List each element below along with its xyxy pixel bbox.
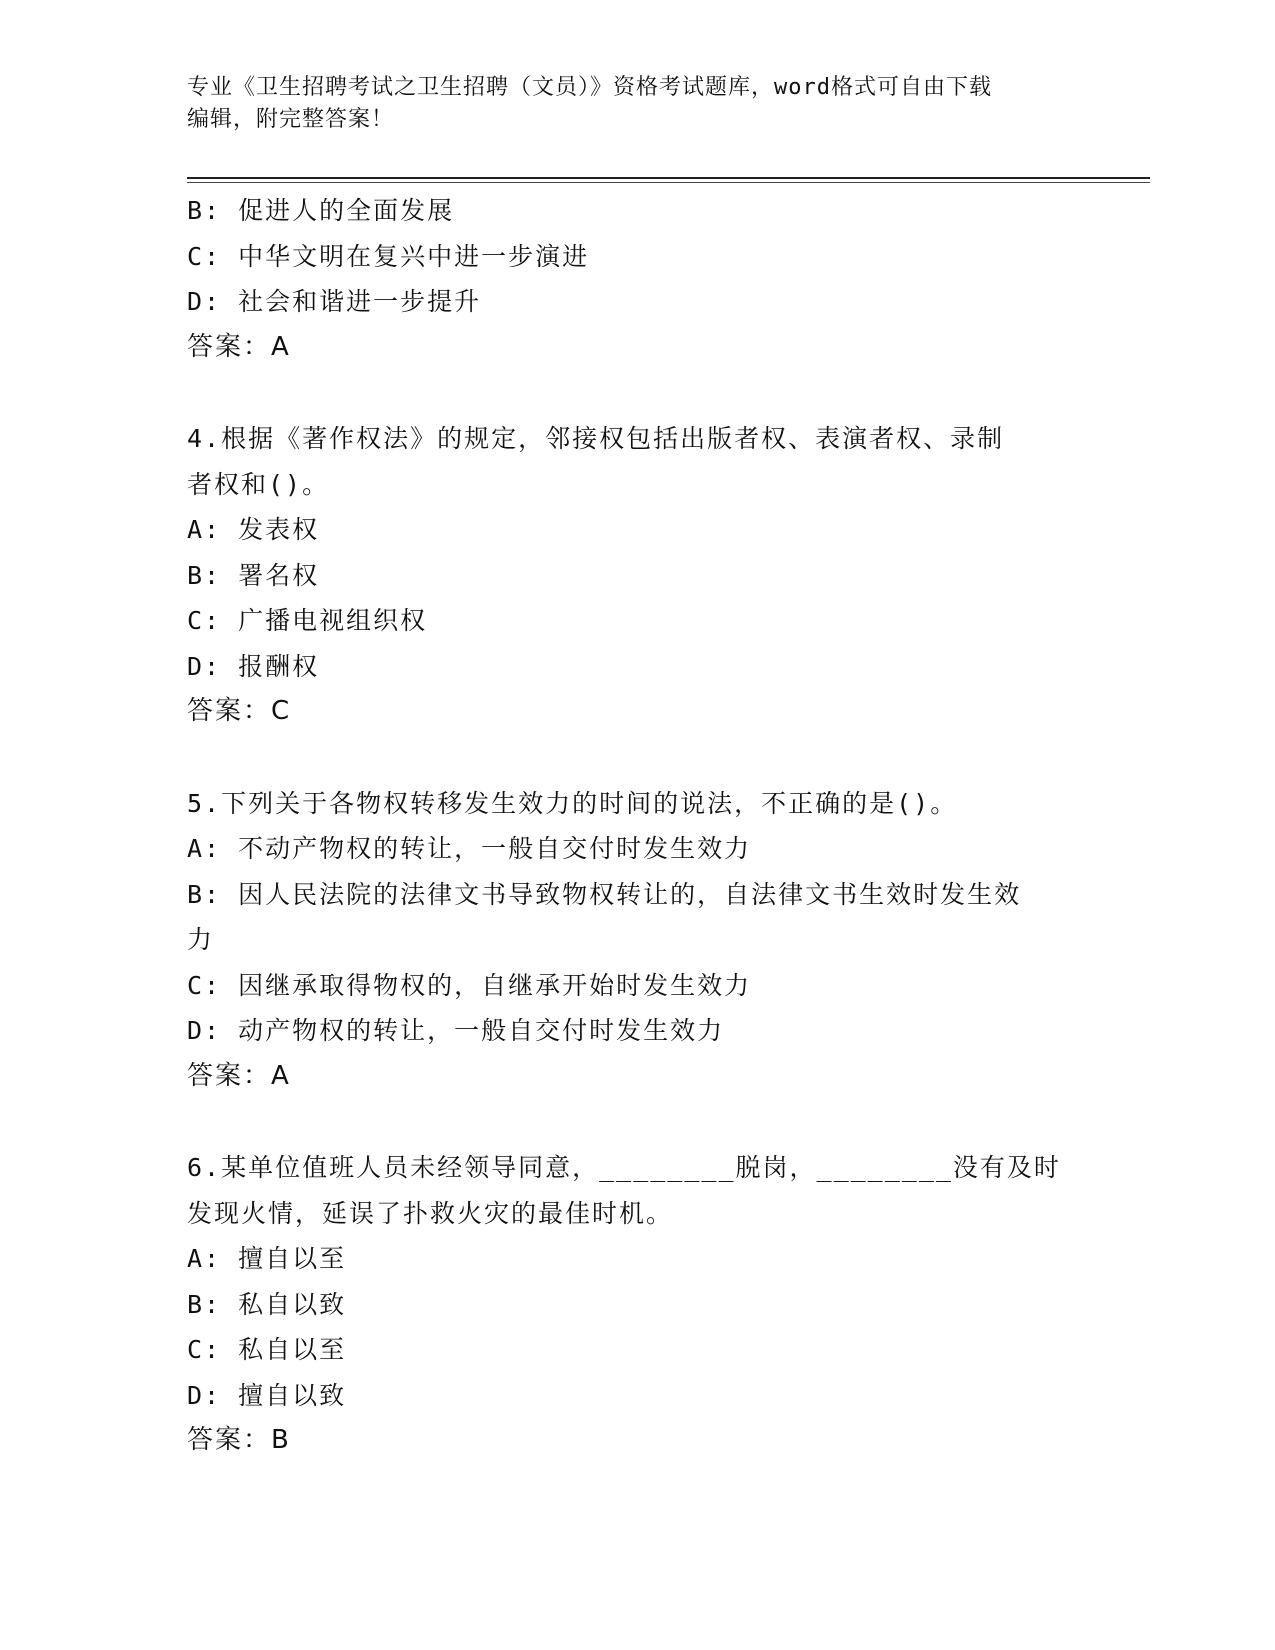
question-3: [187, 188, 1087, 370]
header-divider-thick: [187, 177, 1150, 179]
header-divider-thin: [187, 182, 1150, 183]
question-stem-continued: 发现火情，延误了扑救火灾的最佳时机。: [187, 1198, 674, 1228]
option-a: A: 不动产物权的转让，一般自交付时发生效力: [187, 834, 752, 863]
question-spacer: [187, 370, 1087, 416]
question-stem-continued: 者权和()。: [187, 469, 330, 499]
option-b: B: 促进人的全面发展: [187, 196, 455, 225]
question-stem: 5.下列关于各物权转移发生效力的时间的说法，不正确的是()。: [187, 788, 958, 818]
option-a: A: 发表权: [187, 515, 320, 544]
option-c: C: 广播电视组织权: [187, 606, 428, 635]
option-b-continued: 力: [187, 925, 215, 954]
question-stem: 4.根据《著作权法》的规定，邻接权包括出版者权、表演者权、录制: [187, 424, 1005, 453]
question-6: [187, 1145, 1087, 1464]
option-d: D: 动产物权的转让，一般自交付时发生效力: [187, 1016, 725, 1045]
option-b: B: 署名权: [187, 560, 320, 590]
answer-line: 答案：A: [187, 1060, 291, 1091]
question-spacer: [187, 735, 1087, 781]
question-stem: 6.某单位值班人员未经领导同意，________脱岗，________没有及时: [187, 1153, 1061, 1182]
option-b: B: 因人民法院的法律文书导致物权转让的，自法律文书生效时发生效: [187, 879, 1022, 909]
option-d: D: 报酬权: [187, 651, 320, 681]
question-list: [187, 188, 1087, 1464]
question-5: [187, 781, 1087, 1100]
option-d: D: 擅自以致: [187, 1380, 347, 1410]
header-line-2: 编辑，附完整答案！: [187, 107, 395, 132]
answer-line: 答案：A: [187, 331, 291, 362]
option-c: C: 因继承取得物权的，自继承开始时发生效力: [187, 970, 752, 1000]
option-a: A: 擅自以至: [187, 1244, 347, 1273]
answer-line: 答案：B: [187, 1425, 291, 1455]
option-c: C: 中华文明在复兴中进一步演进: [187, 241, 590, 271]
option-c: C: 私自以至: [187, 1335, 347, 1364]
document-header: [187, 72, 1087, 136]
question-4: [187, 416, 1087, 735]
answer-line: 答案：C: [187, 696, 292, 726]
option-d: D: 社会和谐进一步提升: [187, 287, 482, 316]
header-line-1: 专业《卫生招聘考试之卫生招聘（文员）》资格考试题库，word格式可自由下载: [187, 75, 992, 100]
option-b: B: 私自以致: [187, 1289, 347, 1319]
question-spacer: [187, 1099, 1087, 1145]
